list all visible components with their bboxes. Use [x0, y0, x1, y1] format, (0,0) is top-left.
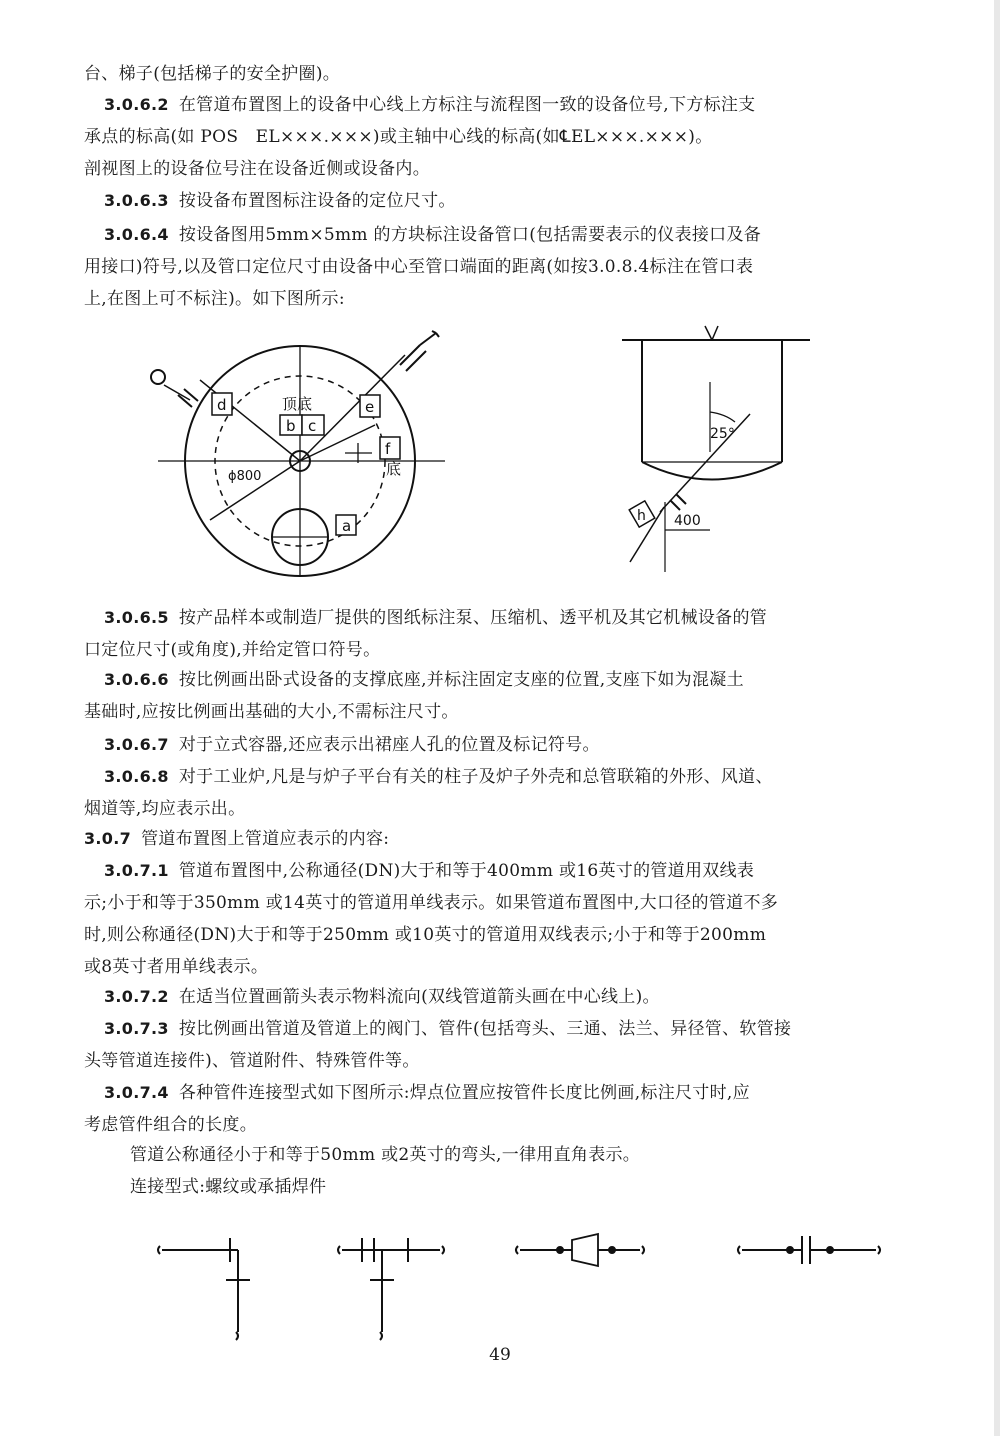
- vessel-elevation-figure: [600, 322, 830, 584]
- union-symbol: [738, 1236, 880, 1264]
- label-h: h: [637, 508, 646, 524]
- label-angle: 25°: [710, 426, 735, 442]
- paragraph-line: 承点的标高(如 POS EL×××.×××)或主轴中心线的标高(如℄EL×××.×××)。: [84, 127, 713, 147]
- paragraph-line: 头等管道连接件)、管道附件、特殊管件等。: [84, 1051, 420, 1071]
- paragraph-line: 时,则公称通径(DN)大于和等于250mm 或10英寸的管道用双线表示;小于和等于200mm: [84, 925, 767, 945]
- label-top-bottom: 顶底: [282, 395, 313, 413]
- paragraph-line: 上,在图上可不标注)。如下图所示:: [84, 289, 345, 309]
- label-f: f: [385, 440, 391, 458]
- paragraph-line: 考虑管件组合的长度。: [84, 1115, 257, 1135]
- paragraph-line: 基础时,应按比例画出基础的大小,不需标注尺寸。: [84, 702, 459, 722]
- clause-3-0-6-8: 3.0.6.8 对于工业炉,凡是与炉子平台有关的柱子及炉子外壳和总管联箱的外形、风道、: [104, 767, 773, 787]
- paragraph-line: 示;小于和等于350mm 或14英寸的管道用单线表示。如果管道布置图中,大口径的管道不多: [84, 893, 779, 913]
- clause-3-0-7-1: 3.0.7.1 管道布置图中,公称通径(DN)大于和等于400mm 或16英寸的管道用双线表: [104, 861, 755, 881]
- fitting-symbols-figure: [150, 1232, 890, 1347]
- section-3-0-7: 3.0.7 管道布置图上管道应表示的内容:: [84, 829, 390, 849]
- label-bottom: 底: [386, 460, 402, 478]
- label-a: a: [342, 517, 352, 535]
- paragraph-line: 烟道等,均应表示出。: [84, 799, 246, 819]
- clause-3-0-7-3: 3.0.7.3 按比例画出管道及管道上的阀门、管件(包括弯头、三通、法兰、异径管、软管接: [104, 1019, 792, 1039]
- vessel-plan-figure: [140, 325, 470, 590]
- label-b: b: [286, 417, 296, 435]
- page-edge-shadow: [994, 0, 1000, 1436]
- paragraph-line: 或8英寸者用单线表示。: [84, 957, 269, 977]
- clause-3-0-6-6: 3.0.6.6 按比例画出卧式设备的支撑底座,并标注固定支座的位置,支座下如为混凝土: [104, 670, 744, 690]
- nozzle-d-end: [151, 370, 165, 384]
- paragraph-line: 用接口)符号,以及管口定位尺寸由设备中心至管口端面的距离(如按3.0.8.4标注在管口表: [84, 257, 754, 277]
- clause-3-0-6-5: 3.0.6.5 按产品样本或制造厂提供的图纸标注泵、压缩机、透平机及其它机械设备的管: [104, 608, 768, 628]
- label-c: c: [308, 417, 317, 435]
- label-e: e: [365, 398, 375, 416]
- paragraph-line: 剖视图上的设备位号注在设备近侧或设备内。: [84, 159, 430, 179]
- label-dimension: 400: [674, 513, 701, 529]
- clause-3-0-6-2: 3.0.6.2 在管道布置图上的设备中心线上方标注与流程图一致的设备位号,下方标注支: [104, 95, 756, 115]
- clause-3-0-6-7: 3.0.6.7 对于立式容器,还应表示出裙座人孔的位置及标记符号。: [104, 735, 600, 755]
- clause-3-0-6-3: 3.0.6.3 按设备布置图标注设备的定位尺寸。: [104, 191, 456, 211]
- clause-3-0-7-4: 3.0.7.4 各种管件连接型式如下图所示:焊点位置应按管件长度比例画,标注尺寸时,应: [104, 1083, 750, 1103]
- tee-symbol: [338, 1238, 444, 1340]
- clause-3-0-7-2: 3.0.7.2 在适当位置画箭头表示物料流向(双线管道箭头画在中心线上)。: [104, 987, 660, 1007]
- page-number: 49: [489, 1345, 511, 1365]
- label-d: d: [217, 396, 227, 414]
- elbow-symbol: [158, 1238, 250, 1340]
- label-diameter: ϕ800: [228, 469, 262, 484]
- paragraph-line: 管道公称通径小于和等于50mm 或2英寸的弯头,一律用直角表示。: [130, 1145, 641, 1165]
- paragraph-line: 连接型式:螺纹或承插焊件: [130, 1177, 327, 1197]
- paragraph-line: 台、梯子(包括梯子的安全护圈)。: [84, 64, 341, 84]
- reducer-symbol: [516, 1234, 644, 1266]
- paragraph-line: 口定位尺寸(或角度),并给定管口符号。: [84, 640, 381, 660]
- clause-3-0-6-4: 3.0.6.4 按设备图用5mm×5mm 的方块标注设备管口(包括需要表示的仪表接口及备: [104, 225, 762, 245]
